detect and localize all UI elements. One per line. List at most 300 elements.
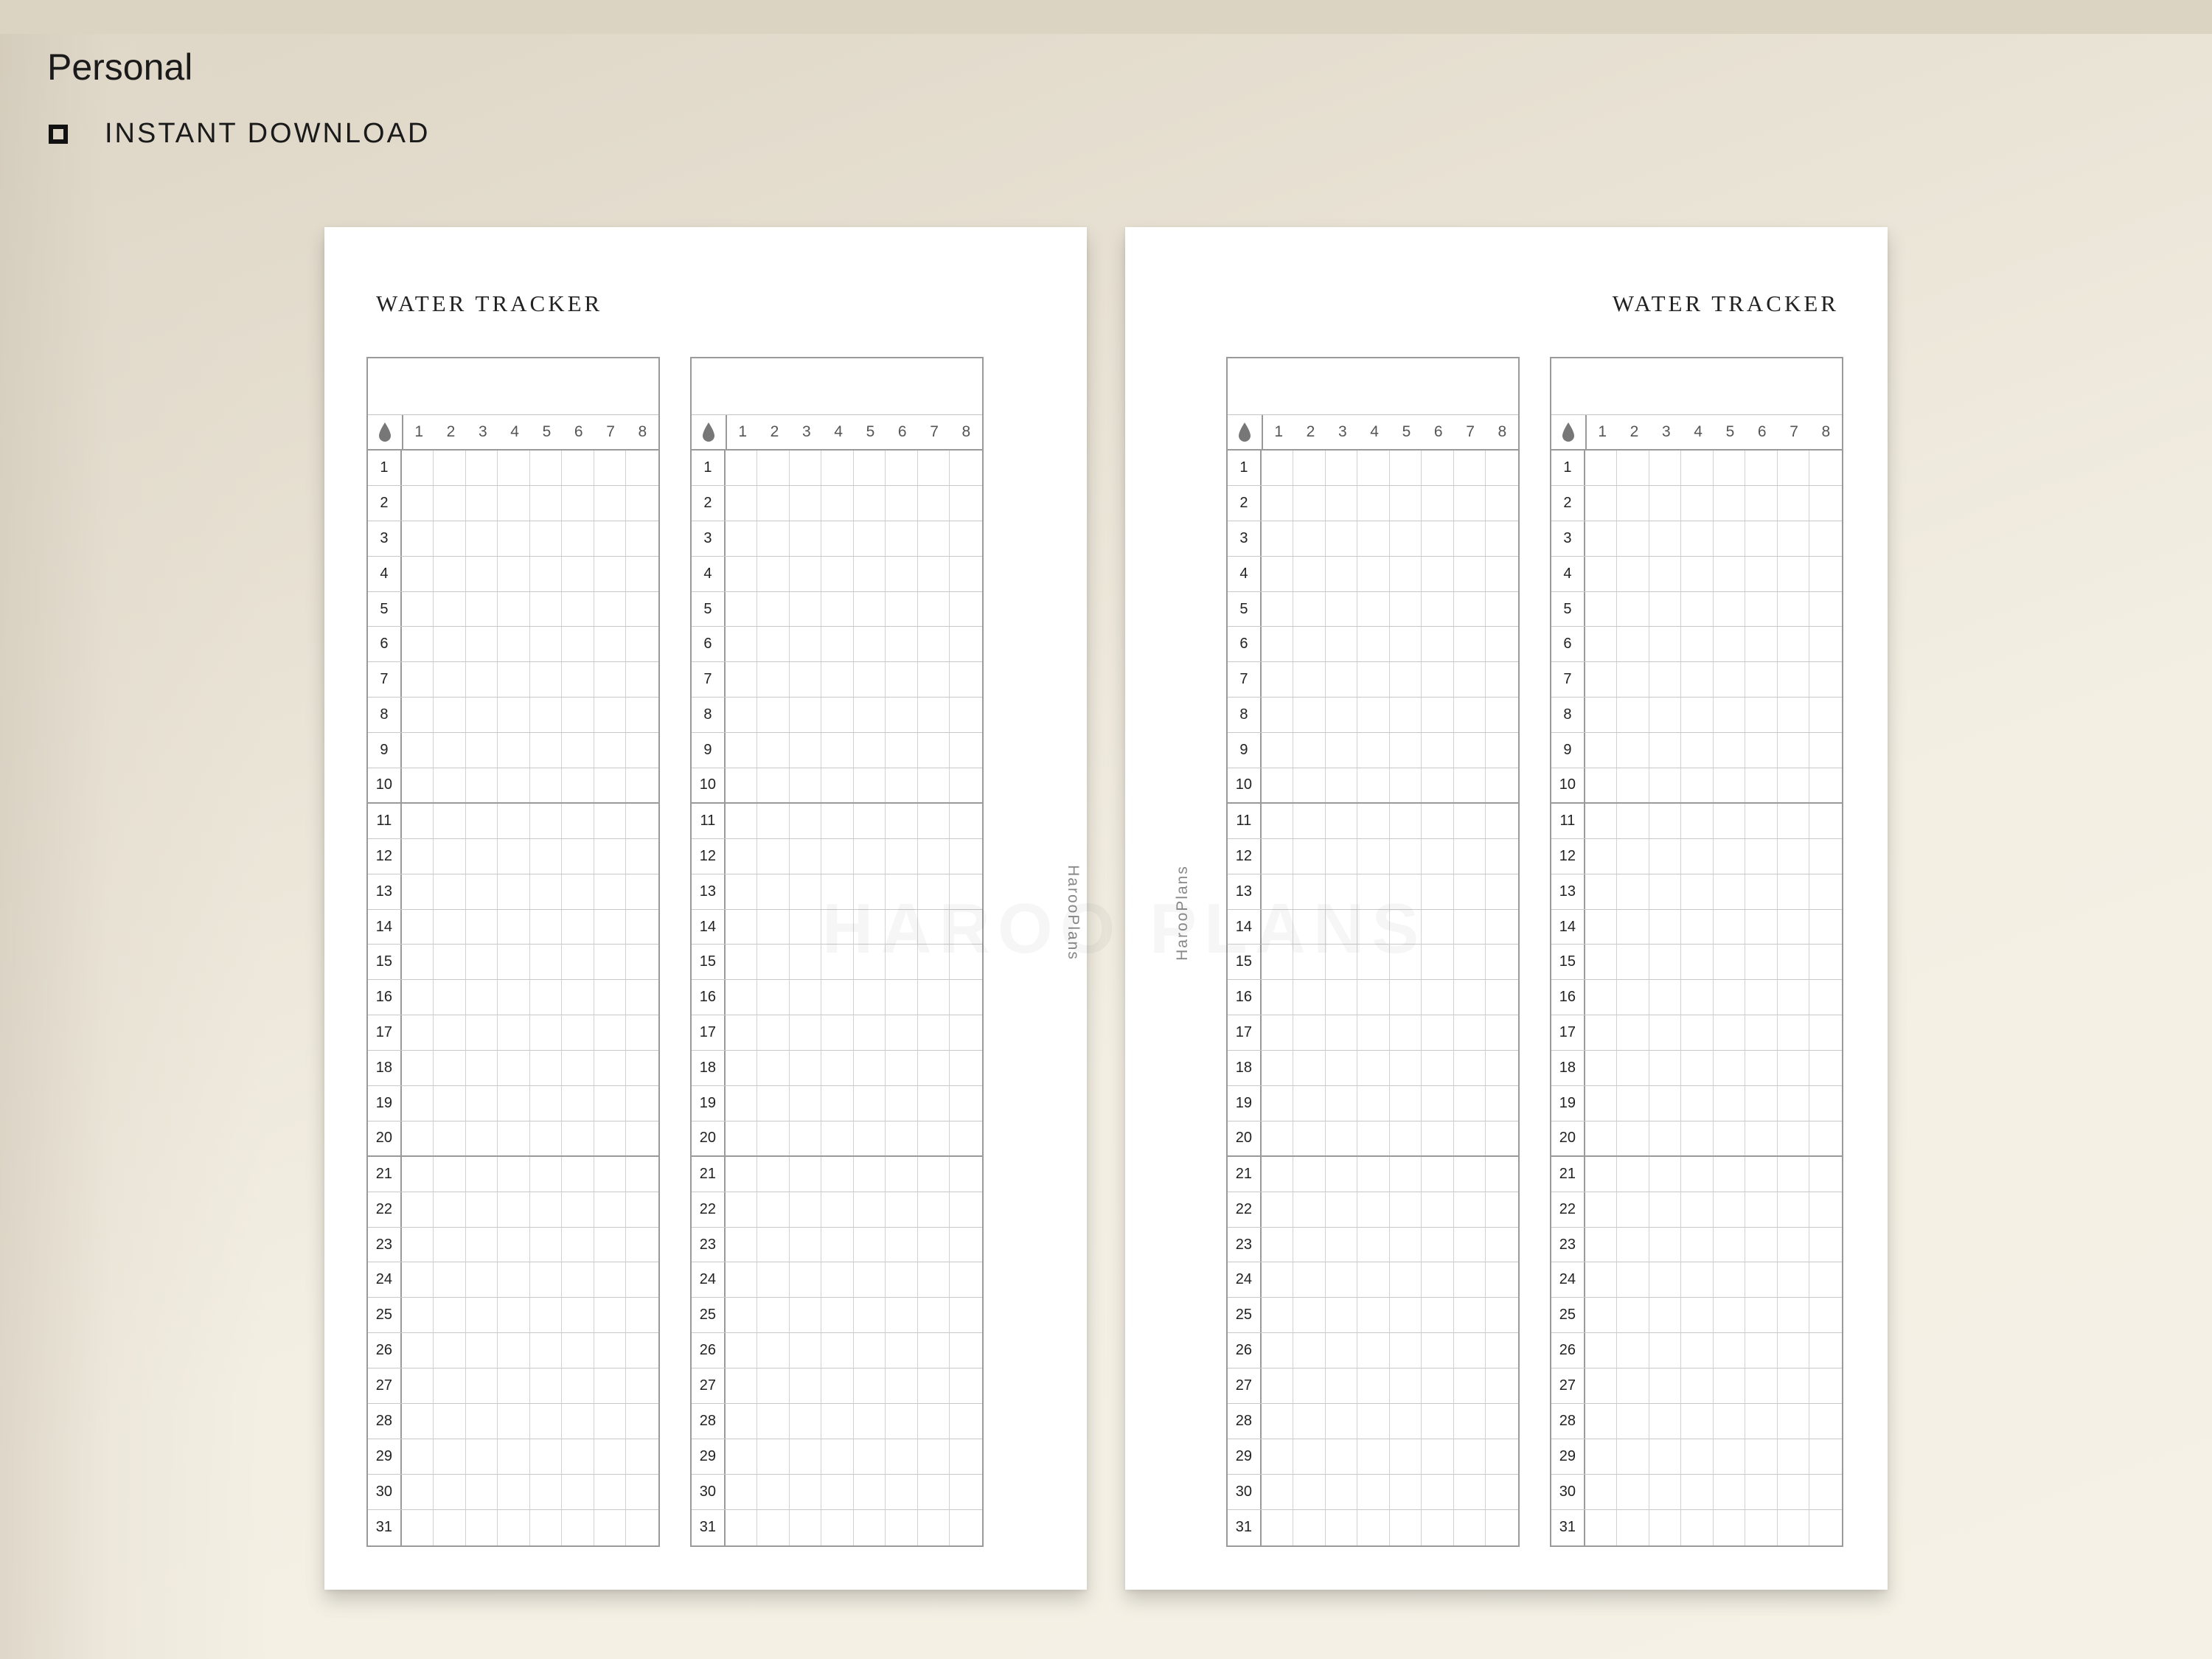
tracker-cell[interactable] — [1714, 662, 1746, 697]
tracker-cell[interactable] — [1390, 1192, 1422, 1227]
tracker-cell[interactable] — [594, 768, 627, 802]
tracker-cell[interactable] — [821, 1368, 854, 1403]
tracker-cell[interactable] — [854, 627, 886, 661]
tracker-cell[interactable] — [562, 698, 594, 732]
tracker-cell[interactable] — [757, 1262, 790, 1297]
tracker-cell[interactable] — [1617, 1015, 1649, 1050]
tracker-cell[interactable] — [626, 592, 658, 627]
tracker-cell[interactable] — [402, 1051, 434, 1085]
tracker-cell[interactable] — [434, 521, 466, 556]
tracker-cell[interactable] — [918, 980, 950, 1015]
tracker-cell[interactable] — [434, 627, 466, 661]
tracker-cell[interactable] — [562, 1192, 594, 1227]
tracker-cell[interactable] — [1326, 486, 1358, 521]
tracker-cell[interactable] — [821, 1439, 854, 1474]
tracker-cell[interactable] — [1454, 1015, 1486, 1050]
tracker-cell[interactable] — [1486, 1192, 1518, 1227]
tracker-cell[interactable] — [1357, 557, 1390, 591]
tracker-cell[interactable] — [1714, 1333, 1746, 1368]
tracker-cell[interactable] — [1809, 1192, 1842, 1227]
tracker-cell[interactable] — [757, 1157, 790, 1192]
tracker-cell[interactable] — [402, 1192, 434, 1227]
tracker-cell[interactable] — [1326, 1475, 1358, 1509]
tracker-cell[interactable] — [498, 1475, 530, 1509]
tracker-cell[interactable] — [466, 451, 498, 485]
tracker-cell[interactable] — [886, 1298, 918, 1332]
tracker-cell[interactable] — [1390, 698, 1422, 732]
tracker-cell[interactable] — [918, 733, 950, 768]
tracker-cell[interactable] — [1326, 1228, 1358, 1262]
tracker-cell[interactable] — [854, 1015, 886, 1050]
tracker-cell[interactable] — [498, 768, 530, 802]
tracker-cell[interactable] — [1486, 1228, 1518, 1262]
tracker-cell[interactable] — [1486, 1051, 1518, 1085]
tracker-cell[interactable] — [1422, 945, 1454, 979]
tracker-cell[interactable] — [918, 1368, 950, 1403]
tracker-cell[interactable] — [626, 1404, 658, 1439]
tracker-cell[interactable] — [434, 1475, 466, 1509]
tracker-cell[interactable] — [1617, 1475, 1649, 1509]
tracker-cell[interactable] — [1617, 451, 1649, 485]
tracker-cell[interactable] — [530, 1086, 563, 1121]
tracker-cell[interactable] — [402, 1228, 434, 1262]
tracker-cell[interactable] — [1714, 1475, 1746, 1509]
tracker-cell[interactable] — [1390, 1333, 1422, 1368]
tracker-cell[interactable] — [1778, 1192, 1810, 1227]
tracker-cell[interactable] — [1809, 910, 1842, 945]
tracker-cell[interactable] — [790, 1298, 822, 1332]
tracker-cell[interactable] — [1390, 1510, 1422, 1545]
tracker-cell[interactable] — [1681, 1086, 1714, 1121]
tracker-cell[interactable] — [1778, 592, 1810, 627]
tracker-cell[interactable] — [594, 874, 627, 909]
tracker-cell[interactable] — [1745, 910, 1778, 945]
tracker-cell[interactable] — [626, 1439, 658, 1474]
tracker-cell[interactable] — [594, 804, 627, 838]
tracker-cell[interactable] — [1714, 592, 1746, 627]
tracker-cell[interactable] — [594, 486, 627, 521]
tracker-cell[interactable] — [466, 1157, 498, 1192]
tracker-cell[interactable] — [1585, 1121, 1618, 1155]
tracker-cell[interactable] — [1778, 1228, 1810, 1262]
tracker-cell[interactable] — [434, 662, 466, 697]
tracker-cell[interactable] — [1778, 662, 1810, 697]
tracker-cell[interactable] — [434, 804, 466, 838]
tracker-cell[interactable] — [790, 521, 822, 556]
tracker-cell[interactable] — [1745, 1015, 1778, 1050]
tracker-cell[interactable] — [1714, 733, 1746, 768]
tracker-cell[interactable] — [726, 1262, 758, 1297]
tracker-cell[interactable] — [1681, 874, 1714, 909]
tracker-cell[interactable] — [1649, 557, 1682, 591]
tracker-cell[interactable] — [918, 1157, 950, 1192]
tracker-cell[interactable] — [1778, 627, 1810, 661]
tracker-cell[interactable] — [886, 1475, 918, 1509]
tracker-cell[interactable] — [1809, 733, 1842, 768]
tracker-cell[interactable] — [498, 698, 530, 732]
tracker-cell[interactable] — [1390, 486, 1422, 521]
tracker-cell[interactable] — [1778, 839, 1810, 874]
tracker-cell[interactable] — [1809, 1157, 1842, 1192]
tracker-cell[interactable] — [854, 592, 886, 627]
tracker-cell[interactable] — [1649, 1192, 1682, 1227]
tracker-cell[interactable] — [886, 486, 918, 521]
tracker-cell[interactable] — [1262, 1228, 1294, 1262]
tracker-cell[interactable] — [1778, 1368, 1810, 1403]
tracker-cell[interactable] — [466, 486, 498, 521]
tracker-cell[interactable] — [1486, 910, 1518, 945]
tracker-cell[interactable] — [562, 521, 594, 556]
tracker-cell[interactable] — [1390, 1298, 1422, 1332]
tracker-cell[interactable] — [1390, 557, 1422, 591]
tracker-cell[interactable] — [886, 1510, 918, 1545]
tracker-cell[interactable] — [757, 1510, 790, 1545]
tracker-cell[interactable] — [466, 1368, 498, 1403]
tracker-cell[interactable] — [950, 662, 982, 697]
tracker-cell[interactable] — [1778, 1298, 1810, 1332]
tracker-cell[interactable] — [594, 1228, 627, 1262]
tracker-cell[interactable] — [1293, 1157, 1326, 1192]
tracker-cell[interactable] — [726, 1510, 758, 1545]
tracker-cell[interactable] — [498, 662, 530, 697]
tracker-cell[interactable] — [1617, 874, 1649, 909]
tracker-cell[interactable] — [1357, 1192, 1390, 1227]
tracker-cell[interactable] — [821, 1262, 854, 1297]
tracker-cell[interactable] — [1262, 1510, 1294, 1545]
tracker-cell[interactable] — [1585, 804, 1618, 838]
tracker-cell[interactable] — [821, 662, 854, 697]
tracker-cell[interactable] — [757, 1298, 790, 1332]
tracker-cell[interactable] — [757, 557, 790, 591]
tracker-cell[interactable] — [1714, 768, 1746, 802]
tracker-cell[interactable] — [498, 733, 530, 768]
tracker-cell[interactable] — [1357, 1157, 1390, 1192]
tracker-cell[interactable] — [1714, 1262, 1746, 1297]
tracker-cell[interactable] — [1357, 1262, 1390, 1297]
tracker-cell[interactable] — [594, 1333, 627, 1368]
tracker-cell[interactable] — [434, 1404, 466, 1439]
tracker-cell[interactable] — [1681, 521, 1714, 556]
tracker-cell[interactable] — [498, 839, 530, 874]
tracker-cell[interactable] — [434, 1121, 466, 1155]
tracker-cell[interactable] — [1422, 1086, 1454, 1121]
tracker-cell[interactable] — [594, 733, 627, 768]
tracker-cell[interactable] — [434, 1439, 466, 1474]
tracker-cell[interactable] — [594, 1298, 627, 1332]
tracker-cell[interactable] — [918, 1404, 950, 1439]
tracker-cell[interactable] — [1681, 592, 1714, 627]
tracker-cell[interactable] — [1390, 768, 1422, 802]
tracker-cell[interactable] — [1357, 1228, 1390, 1262]
tracker-cell[interactable] — [530, 1368, 563, 1403]
tracker-cell[interactable] — [594, 1262, 627, 1297]
tracker-cell[interactable] — [1293, 592, 1326, 627]
tracker-cell[interactable] — [1422, 627, 1454, 661]
tracker-cell[interactable] — [821, 1228, 854, 1262]
tracker-cell[interactable] — [1326, 1121, 1358, 1155]
tracker-cell[interactable] — [854, 1192, 886, 1227]
tracker-cell[interactable] — [886, 698, 918, 732]
tracker-cell[interactable] — [1745, 1086, 1778, 1121]
tracker-cell[interactable] — [757, 592, 790, 627]
tracker-cell[interactable] — [1390, 1262, 1422, 1297]
tracker-cell[interactable] — [562, 1051, 594, 1085]
tracker-cell[interactable] — [918, 1510, 950, 1545]
tracker-cell[interactable] — [402, 945, 434, 979]
tracker-cell[interactable] — [1649, 1298, 1682, 1332]
tracker-cell[interactable] — [886, 1262, 918, 1297]
tracker-cell[interactable] — [1454, 451, 1486, 485]
tracker-cell[interactable] — [1809, 1404, 1842, 1439]
tracker-cell[interactable] — [1390, 521, 1422, 556]
tracker-cell[interactable] — [726, 1404, 758, 1439]
tracker-cell[interactable] — [434, 1262, 466, 1297]
tracker-cell[interactable] — [1326, 1192, 1358, 1227]
tracker-cell[interactable] — [1390, 1228, 1422, 1262]
tracker-cell[interactable] — [1649, 1121, 1682, 1155]
tracker-cell[interactable] — [950, 804, 982, 838]
tracker-cell[interactable] — [1585, 910, 1618, 945]
tracker-cell[interactable] — [1454, 1298, 1486, 1332]
tracker-cell[interactable] — [1454, 1510, 1486, 1545]
tracker-cell[interactable] — [1585, 945, 1618, 979]
tracker-cell[interactable] — [918, 1051, 950, 1085]
tracker-cell[interactable] — [402, 768, 434, 802]
tracker-cell[interactable] — [854, 557, 886, 591]
tracker-cell[interactable] — [1809, 1228, 1842, 1262]
tracker-cell[interactable] — [918, 804, 950, 838]
tracker-cell[interactable] — [757, 662, 790, 697]
tracker-cell[interactable] — [886, 451, 918, 485]
tracker-cell[interactable] — [1357, 592, 1390, 627]
tracker-cell[interactable] — [918, 698, 950, 732]
tracker-cell[interactable] — [1486, 451, 1518, 485]
tracker-cell[interactable] — [1262, 1404, 1294, 1439]
tracker-cell[interactable] — [1390, 627, 1422, 661]
tracker-cell[interactable] — [562, 1228, 594, 1262]
tracker-cell[interactable] — [402, 1333, 434, 1368]
tracker-cell[interactable] — [1390, 1015, 1422, 1050]
tracker-cell[interactable] — [466, 945, 498, 979]
tracker-cell[interactable] — [1809, 1333, 1842, 1368]
tracker-cell[interactable] — [1809, 1298, 1842, 1332]
tracker-cell[interactable] — [1745, 486, 1778, 521]
tracker-cell[interactable] — [1681, 698, 1714, 732]
tracker-cell[interactable] — [1778, 698, 1810, 732]
tracker-cell[interactable] — [1293, 839, 1326, 874]
tracker-cell[interactable] — [1454, 486, 1486, 521]
tracker-cell[interactable] — [790, 733, 822, 768]
tracker-cell[interactable] — [1486, 698, 1518, 732]
tracker-cell[interactable] — [950, 1086, 982, 1121]
tracker-cell[interactable] — [757, 486, 790, 521]
tracker-cell[interactable] — [757, 874, 790, 909]
tracker-cell[interactable] — [1809, 1051, 1842, 1085]
tracker-cell[interactable] — [790, 662, 822, 697]
tracker-cell[interactable] — [1649, 1439, 1682, 1474]
tracker-cell[interactable] — [854, 698, 886, 732]
tracker-cell[interactable] — [466, 1298, 498, 1332]
tracker-cell[interactable] — [1714, 945, 1746, 979]
tracker-cell[interactable] — [594, 592, 627, 627]
tracker-cell[interactable] — [1454, 698, 1486, 732]
tracker-cell[interactable] — [1585, 1051, 1618, 1085]
tracker-cell[interactable] — [1681, 910, 1714, 945]
tracker-cell[interactable] — [790, 874, 822, 909]
tracker-cell[interactable] — [530, 768, 563, 802]
tracker-cell[interactable] — [1745, 945, 1778, 979]
tracker-cell[interactable] — [1585, 1475, 1618, 1509]
tracker-cell[interactable] — [1649, 839, 1682, 874]
tracker-cell[interactable] — [886, 839, 918, 874]
tracker-cell[interactable] — [1357, 1475, 1390, 1509]
tracker-cell[interactable] — [821, 1051, 854, 1085]
tracker-cell[interactable] — [821, 1404, 854, 1439]
tracker-cell[interactable] — [1326, 1510, 1358, 1545]
tracker-cell[interactable] — [1714, 874, 1746, 909]
tracker-cell[interactable] — [1649, 733, 1682, 768]
tracker-cell[interactable] — [1745, 1333, 1778, 1368]
tracker-cell[interactable] — [1809, 945, 1842, 979]
tracker-cell[interactable] — [1293, 627, 1326, 661]
tracker-cell[interactable] — [498, 521, 530, 556]
tracker-cell[interactable] — [1262, 733, 1294, 768]
tracker-cell[interactable] — [1326, 768, 1358, 802]
tracker-cell[interactable] — [1745, 874, 1778, 909]
tracker-cell[interactable] — [402, 698, 434, 732]
tracker-cell[interactable] — [1649, 1510, 1682, 1545]
tracker-cell[interactable] — [594, 1051, 627, 1085]
tracker-cell[interactable] — [726, 1368, 758, 1403]
tracker-cell[interactable] — [1486, 592, 1518, 627]
tracker-cell[interactable] — [1649, 662, 1682, 697]
tracker-cell[interactable] — [1390, 592, 1422, 627]
tracker-cell[interactable] — [950, 1333, 982, 1368]
tracker-cell[interactable] — [1585, 1157, 1618, 1192]
tracker-cell[interactable] — [1745, 1404, 1778, 1439]
tracker-cell[interactable] — [918, 1333, 950, 1368]
tracker-cell[interactable] — [757, 980, 790, 1015]
tracker-cell[interactable] — [594, 1368, 627, 1403]
tracker-cell[interactable] — [1390, 1157, 1422, 1192]
tracker-cell[interactable] — [1357, 1051, 1390, 1085]
tracker-cell[interactable] — [626, 1510, 658, 1545]
tracker-cell[interactable] — [1422, 1121, 1454, 1155]
tracker-cell[interactable] — [626, 1157, 658, 1192]
tracker-cell[interactable] — [1293, 733, 1326, 768]
tracker-cell[interactable] — [1745, 698, 1778, 732]
tracker-cell[interactable] — [498, 486, 530, 521]
tracker-cell[interactable] — [1454, 1157, 1486, 1192]
tracker-cell[interactable] — [1649, 980, 1682, 1015]
tracker-cell[interactable] — [1585, 1262, 1618, 1297]
tracker-cell[interactable] — [434, 839, 466, 874]
tracker-cell[interactable] — [402, 1510, 434, 1545]
tracker-cell[interactable] — [626, 1368, 658, 1403]
tracker-cell[interactable] — [886, 627, 918, 661]
tracker-cell[interactable] — [1681, 451, 1714, 485]
tracker-cell[interactable] — [1486, 662, 1518, 697]
tracker-cell[interactable] — [1486, 521, 1518, 556]
tracker-cell[interactable] — [562, 1368, 594, 1403]
tracker-cell[interactable] — [1326, 733, 1358, 768]
tracker-cell[interactable] — [1357, 1404, 1390, 1439]
tracker-cell[interactable] — [434, 1051, 466, 1085]
tracker-cell[interactable] — [1585, 1298, 1618, 1332]
tracker-cell[interactable] — [1617, 662, 1649, 697]
tracker-cell[interactable] — [757, 1475, 790, 1509]
tracker-cell[interactable] — [530, 839, 563, 874]
tracker-cell[interactable] — [530, 1404, 563, 1439]
tracker-cell[interactable] — [1262, 627, 1294, 661]
tracker-cell[interactable] — [854, 1475, 886, 1509]
tracker-cell[interactable] — [1714, 1510, 1746, 1545]
tracker-cell[interactable] — [1681, 627, 1714, 661]
tracker-cell[interactable] — [1649, 592, 1682, 627]
tracker-cell[interactable] — [594, 1439, 627, 1474]
tracker-cell[interactable] — [562, 1298, 594, 1332]
tracker-cell[interactable] — [726, 1121, 758, 1155]
tracker-cell[interactable] — [1390, 733, 1422, 768]
tracker-cell[interactable] — [1681, 1157, 1714, 1192]
tracker-cell[interactable] — [530, 1051, 563, 1085]
tracker-cell[interactable] — [1617, 1086, 1649, 1121]
tracker-cell[interactable] — [757, 1368, 790, 1403]
tracker-cell[interactable] — [918, 1015, 950, 1050]
tracker-cell[interactable] — [757, 1086, 790, 1121]
tracker-cell[interactable] — [1809, 804, 1842, 838]
tracker-cell[interactable] — [886, 662, 918, 697]
tracker-cell[interactable] — [498, 1262, 530, 1297]
tracker-cell[interactable] — [1681, 1051, 1714, 1085]
tracker-cell[interactable] — [757, 768, 790, 802]
tracker-cell[interactable] — [726, 874, 758, 909]
tracker-cell[interactable] — [402, 980, 434, 1015]
tracker-cell[interactable] — [950, 592, 982, 627]
tracker-cell[interactable] — [821, 1015, 854, 1050]
tracker-cell[interactable] — [1585, 557, 1618, 591]
tracker-cell[interactable] — [402, 662, 434, 697]
tracker-cell[interactable] — [402, 839, 434, 874]
tracker-cell[interactable] — [626, 1121, 658, 1155]
tracker-cell[interactable] — [1454, 1192, 1486, 1227]
tracker-cell[interactable] — [854, 733, 886, 768]
tracker-cell[interactable] — [1745, 839, 1778, 874]
tracker-cell[interactable] — [1262, 1015, 1294, 1050]
tracker-cell[interactable] — [1293, 662, 1326, 697]
tracker-cell[interactable] — [1486, 980, 1518, 1015]
tracker-cell[interactable] — [434, 1192, 466, 1227]
tracker-cell[interactable] — [1326, 804, 1358, 838]
tracker-cell[interactable] — [726, 1051, 758, 1085]
tracker-cell[interactable] — [1422, 592, 1454, 627]
tracker-cell[interactable] — [1293, 521, 1326, 556]
tracker-cell[interactable] — [1454, 1404, 1486, 1439]
tracker-cell[interactable] — [562, 768, 594, 802]
tracker-cell[interactable] — [498, 1121, 530, 1155]
tracker-cell[interactable] — [466, 1510, 498, 1545]
tracker-cell[interactable] — [1357, 451, 1390, 485]
tracker-cell[interactable] — [1809, 1121, 1842, 1155]
tracker-cell[interactable] — [1454, 1439, 1486, 1474]
tracker-cell[interactable] — [626, 1086, 658, 1121]
tracker-cell[interactable] — [562, 839, 594, 874]
tracker-cell[interactable] — [790, 1368, 822, 1403]
tracker-cell[interactable] — [918, 627, 950, 661]
tracker-cell[interactable] — [1422, 1439, 1454, 1474]
tracker-cell[interactable] — [434, 945, 466, 979]
tracker-cell[interactable] — [854, 1262, 886, 1297]
